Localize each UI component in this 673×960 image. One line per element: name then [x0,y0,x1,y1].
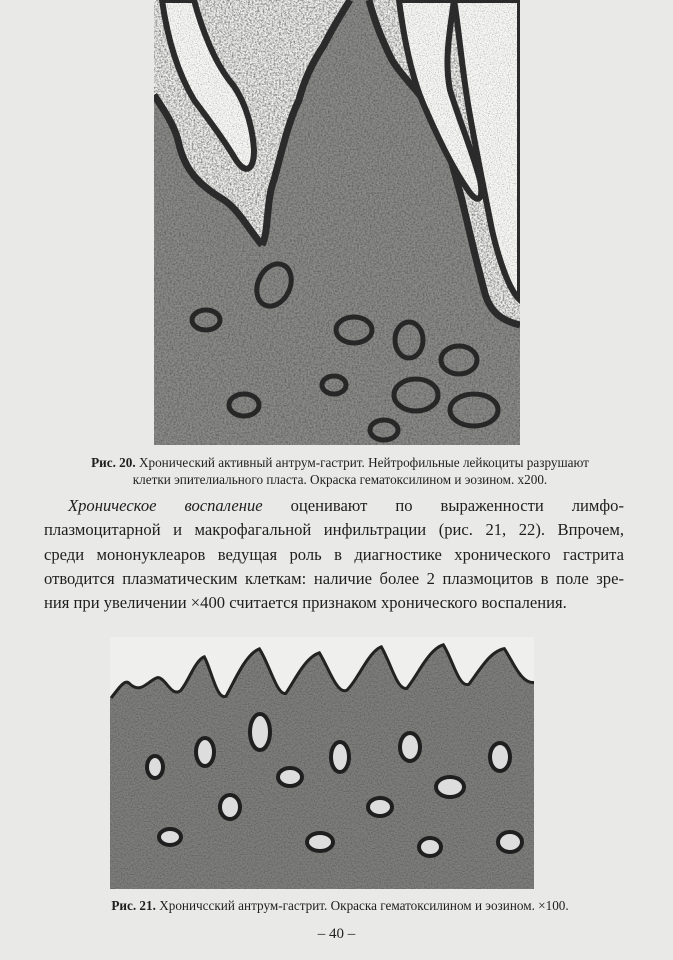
body-line-1 [44,494,624,518]
italic-term: Хроническое воспаление [68,496,263,515]
figure-20-label: Рис. 20. [91,455,136,470]
figure-20-caption [54,454,626,488]
body-line-2: плазмоцитарной и макрофагальной инфильтрации (рис. 21, 22). Впрочем, [44,520,624,540]
figure-21-caption-text: Хроничсский антрум-гастрит. Окраска гематоксилином и эозином. ×100. [159,898,569,913]
page-number: – 40 – [317,926,356,942]
body-line-1-rest: оценивают по выраженности лимфо- [290,496,624,515]
figure-21-label: Рис. 21. [111,898,156,913]
micrograph-figure-21 [110,637,534,889]
body-line-5: ния при увеличении ×400 считается признаком хронического воспаления. [44,593,567,613]
body-line-4: отводится плазматическим клеткам: наличие более 2 плазмоцитов в поле зре- [44,568,624,588]
figure-20-caption-line1: Хронический активный антрум-гастрит. Нейтрофильные лейкоциты разрушают [138,455,589,470]
figure-21-caption [60,897,620,914]
micrograph-figure-20 [154,0,520,445]
body-paragraph [44,494,624,615]
figure-20-caption-line2: клетки эпителиального пласта. Окраска гематоксилином и эозином. x200. [132,472,548,487]
body-line-3: среди мононуклеаров ведущая роль в диагностике хронического гастрита [44,544,624,564]
